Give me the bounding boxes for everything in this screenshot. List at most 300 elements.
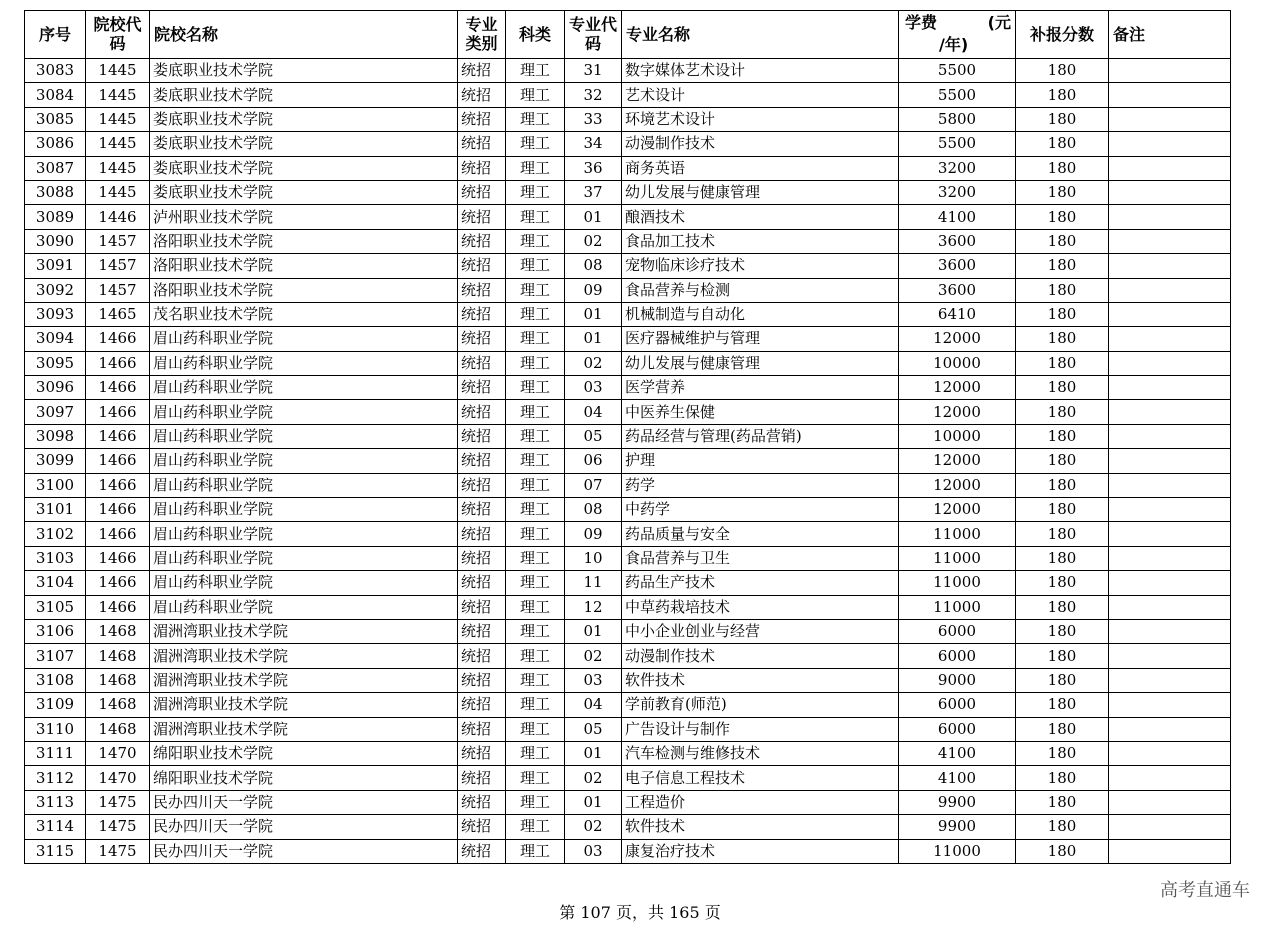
cell-major-name: 药学 bbox=[622, 473, 899, 497]
table-row bbox=[25, 278, 1231, 302]
cell-school-name: 眉山药科职业学院 bbox=[150, 595, 458, 619]
cell-major-type: 统招 bbox=[458, 132, 506, 156]
cell-major-name: 汽车检测与维修技术 bbox=[622, 741, 899, 765]
cell-score: 180 bbox=[1016, 619, 1109, 643]
header-score: 补报分数 bbox=[1016, 11, 1109, 59]
table-row bbox=[25, 839, 1231, 863]
cell-fee: 6000 bbox=[899, 619, 1016, 643]
cell-major-code: 03 bbox=[565, 839, 622, 863]
cell-major-code: 32 bbox=[565, 83, 622, 107]
cell-major-code: 02 bbox=[565, 766, 622, 790]
table-row bbox=[25, 766, 1231, 790]
cell-score: 180 bbox=[1016, 766, 1109, 790]
cell-category: 理工 bbox=[506, 546, 565, 570]
cell-major-type: 统招 bbox=[458, 376, 506, 400]
cell-fee: 12000 bbox=[899, 498, 1016, 522]
cell-major-type: 统招 bbox=[458, 790, 506, 814]
cell-major-name: 中草药栽培技术 bbox=[622, 595, 899, 619]
cell-category: 理工 bbox=[506, 498, 565, 522]
cell-school-name: 眉山药科职业学院 bbox=[150, 424, 458, 448]
cell-major-name: 机械制造与自动化 bbox=[622, 302, 899, 326]
table-body bbox=[25, 59, 1231, 864]
table-row bbox=[25, 790, 1231, 814]
cell-school-name: 眉山药科职业学院 bbox=[150, 400, 458, 424]
table-row bbox=[25, 815, 1231, 839]
cell-note bbox=[1109, 449, 1231, 473]
cell-note bbox=[1109, 59, 1231, 83]
cell-category: 理工 bbox=[506, 132, 565, 156]
cell-category: 理工 bbox=[506, 790, 565, 814]
cell-school-name: 娄底职业技术学院 bbox=[150, 180, 458, 204]
cell-seq: 3085 bbox=[25, 107, 86, 131]
cell-school-code: 1466 bbox=[86, 546, 150, 570]
cell-category: 理工 bbox=[506, 327, 565, 351]
cell-note bbox=[1109, 205, 1231, 229]
cell-school-name: 泸州职业技术学院 bbox=[150, 205, 458, 229]
cell-major-code: 01 bbox=[565, 302, 622, 326]
cell-major-code: 01 bbox=[565, 790, 622, 814]
cell-fee: 6000 bbox=[899, 693, 1016, 717]
cell-note bbox=[1109, 473, 1231, 497]
cell-school-name: 眉山药科职业学院 bbox=[150, 522, 458, 546]
header-major-code: 专业代码 bbox=[565, 11, 622, 59]
cell-fee: 11000 bbox=[899, 839, 1016, 863]
cell-seq: 3086 bbox=[25, 132, 86, 156]
cell-seq: 3089 bbox=[25, 205, 86, 229]
cell-category: 理工 bbox=[506, 644, 565, 668]
cell-school-name: 茂名职业技术学院 bbox=[150, 302, 458, 326]
cell-score: 180 bbox=[1016, 83, 1109, 107]
cell-major-type: 统招 bbox=[458, 229, 506, 253]
cell-school-code: 1466 bbox=[86, 424, 150, 448]
cell-major-type: 统招 bbox=[458, 278, 506, 302]
cell-major-name: 护理 bbox=[622, 449, 899, 473]
cell-major-code: 02 bbox=[565, 229, 622, 253]
cell-score: 180 bbox=[1016, 595, 1109, 619]
table-row bbox=[25, 132, 1231, 156]
cell-major-type: 统招 bbox=[458, 107, 506, 131]
cell-school-code: 1470 bbox=[86, 766, 150, 790]
cell-score: 180 bbox=[1016, 839, 1109, 863]
cell-score: 180 bbox=[1016, 522, 1109, 546]
cell-score: 180 bbox=[1016, 717, 1109, 741]
cell-major-type: 统招 bbox=[458, 693, 506, 717]
cell-major-type: 统招 bbox=[458, 156, 506, 180]
cell-major-name: 商务英语 bbox=[622, 156, 899, 180]
cell-seq: 3083 bbox=[25, 59, 86, 83]
cell-category: 理工 bbox=[506, 839, 565, 863]
cell-category: 理工 bbox=[506, 619, 565, 643]
cell-category: 理工 bbox=[506, 205, 565, 229]
cell-fee: 12000 bbox=[899, 449, 1016, 473]
cell-seq: 3113 bbox=[25, 790, 86, 814]
cell-score: 180 bbox=[1016, 644, 1109, 668]
cell-major-type: 统招 bbox=[458, 449, 506, 473]
cell-seq: 3114 bbox=[25, 815, 86, 839]
cell-score: 180 bbox=[1016, 741, 1109, 765]
cell-school-code: 1468 bbox=[86, 619, 150, 643]
cell-major-name: 中医养生保健 bbox=[622, 400, 899, 424]
cell-note bbox=[1109, 424, 1231, 448]
header-row bbox=[25, 11, 1231, 59]
cell-seq: 3109 bbox=[25, 693, 86, 717]
enrollment-table bbox=[24, 10, 1231, 864]
cell-seq: 3103 bbox=[25, 546, 86, 570]
cell-school-code: 1457 bbox=[86, 278, 150, 302]
cell-category: 理工 bbox=[506, 376, 565, 400]
cell-fee: 6000 bbox=[899, 644, 1016, 668]
cell-school-name: 民办四川天一学院 bbox=[150, 815, 458, 839]
cell-school-code: 1445 bbox=[86, 180, 150, 204]
cell-note bbox=[1109, 180, 1231, 204]
cell-note bbox=[1109, 717, 1231, 741]
cell-major-name: 医疗器械维护与管理 bbox=[622, 327, 899, 351]
cell-score: 180 bbox=[1016, 327, 1109, 351]
cell-school-code: 1475 bbox=[86, 839, 150, 863]
cell-score: 180 bbox=[1016, 571, 1109, 595]
cell-major-type: 统招 bbox=[458, 83, 506, 107]
cell-major-type: 统招 bbox=[458, 424, 506, 448]
cell-fee: 3200 bbox=[899, 156, 1016, 180]
cell-fee: 10000 bbox=[899, 424, 1016, 448]
table-row bbox=[25, 424, 1231, 448]
cell-note bbox=[1109, 400, 1231, 424]
cell-fee: 6410 bbox=[899, 302, 1016, 326]
cell-major-name: 中药学 bbox=[622, 498, 899, 522]
table-row bbox=[25, 741, 1231, 765]
watermark-text: 高考直通车 bbox=[1160, 880, 1250, 901]
cell-major-name: 中小企业创业与经营 bbox=[622, 619, 899, 643]
cell-school-code: 1445 bbox=[86, 156, 150, 180]
cell-category: 理工 bbox=[506, 107, 565, 131]
cell-major-name: 电子信息工程技术 bbox=[622, 766, 899, 790]
cell-major-name: 食品营养与卫生 bbox=[622, 546, 899, 570]
cell-major-name: 幼儿发展与健康管理 bbox=[622, 180, 899, 204]
cell-category: 理工 bbox=[506, 571, 565, 595]
cell-seq: 3112 bbox=[25, 766, 86, 790]
cell-category: 理工 bbox=[506, 449, 565, 473]
table-row bbox=[25, 498, 1231, 522]
cell-school-name: 民办四川天一学院 bbox=[150, 839, 458, 863]
cell-school-name: 眉山药科职业学院 bbox=[150, 498, 458, 522]
cell-major-name: 药品质量与安全 bbox=[622, 522, 899, 546]
table-row bbox=[25, 156, 1231, 180]
cell-major-name: 软件技术 bbox=[622, 815, 899, 839]
cell-score: 180 bbox=[1016, 229, 1109, 253]
cell-major-code: 12 bbox=[565, 595, 622, 619]
cell-score: 180 bbox=[1016, 59, 1109, 83]
cell-note bbox=[1109, 229, 1231, 253]
cell-score: 180 bbox=[1016, 156, 1109, 180]
cell-fee: 4100 bbox=[899, 205, 1016, 229]
cell-note bbox=[1109, 498, 1231, 522]
cell-fee: 4100 bbox=[899, 766, 1016, 790]
cell-category: 理工 bbox=[506, 668, 565, 692]
cell-major-type: 统招 bbox=[458, 180, 506, 204]
cell-note bbox=[1109, 546, 1231, 570]
cell-major-type: 统招 bbox=[458, 741, 506, 765]
cell-school-name: 眉山药科职业学院 bbox=[150, 351, 458, 375]
cell-seq: 3088 bbox=[25, 180, 86, 204]
cell-major-type: 统招 bbox=[458, 668, 506, 692]
cell-major-name: 医学营养 bbox=[622, 376, 899, 400]
cell-major-type: 统招 bbox=[458, 59, 506, 83]
cell-category: 理工 bbox=[506, 351, 565, 375]
cell-major-code: 11 bbox=[565, 571, 622, 595]
cell-major-code: 08 bbox=[565, 498, 622, 522]
cell-category: 理工 bbox=[506, 400, 565, 424]
cell-seq: 3093 bbox=[25, 302, 86, 326]
cell-major-type: 统招 bbox=[458, 717, 506, 741]
cell-fee: 5800 bbox=[899, 107, 1016, 131]
header-major-type: 专业类别 bbox=[458, 11, 506, 59]
cell-major-code: 01 bbox=[565, 619, 622, 643]
cell-score: 180 bbox=[1016, 302, 1109, 326]
cell-score: 180 bbox=[1016, 693, 1109, 717]
cell-major-code: 03 bbox=[565, 376, 622, 400]
cell-note bbox=[1109, 522, 1231, 546]
cell-score: 180 bbox=[1016, 205, 1109, 229]
cell-major-name: 广告设计与制作 bbox=[622, 717, 899, 741]
cell-school-code: 1466 bbox=[86, 473, 150, 497]
cell-note bbox=[1109, 644, 1231, 668]
cell-note bbox=[1109, 595, 1231, 619]
cell-fee: 5500 bbox=[899, 132, 1016, 156]
cell-score: 180 bbox=[1016, 815, 1109, 839]
cell-major-type: 统招 bbox=[458, 815, 506, 839]
cell-seq: 3087 bbox=[25, 156, 86, 180]
cell-category: 理工 bbox=[506, 59, 565, 83]
header-fee-unit-open: (元 bbox=[987, 13, 1011, 32]
header-fee bbox=[899, 11, 1016, 59]
cell-major-type: 统招 bbox=[458, 595, 506, 619]
cell-note bbox=[1109, 766, 1231, 790]
cell-score: 180 bbox=[1016, 278, 1109, 302]
cell-major-code: 08 bbox=[565, 254, 622, 278]
cell-major-name: 环境艺术设计 bbox=[622, 107, 899, 131]
cell-note bbox=[1109, 668, 1231, 692]
cell-school-code: 1457 bbox=[86, 254, 150, 278]
cell-school-name: 洛阳职业技术学院 bbox=[150, 278, 458, 302]
table-row bbox=[25, 644, 1231, 668]
cell-major-code: 05 bbox=[565, 424, 622, 448]
cell-major-name: 药品经营与管理(药品营销) bbox=[622, 424, 899, 448]
cell-major-name: 食品加工技术 bbox=[622, 229, 899, 253]
cell-major-type: 统招 bbox=[458, 522, 506, 546]
cell-fee: 5500 bbox=[899, 59, 1016, 83]
cell-major-type: 统招 bbox=[458, 351, 506, 375]
cell-note bbox=[1109, 156, 1231, 180]
cell-score: 180 bbox=[1016, 132, 1109, 156]
table-row bbox=[25, 619, 1231, 643]
cell-school-code: 1475 bbox=[86, 790, 150, 814]
header-fee-label: 学费 bbox=[905, 13, 938, 32]
cell-major-name: 食品营养与检测 bbox=[622, 278, 899, 302]
cell-score: 180 bbox=[1016, 400, 1109, 424]
table-row bbox=[25, 351, 1231, 375]
page-number: 第 107 页，共 165 页 bbox=[559, 903, 721, 922]
cell-seq: 3098 bbox=[25, 424, 86, 448]
cell-school-name: 眉山药科职业学院 bbox=[150, 546, 458, 570]
table-row bbox=[25, 59, 1231, 83]
table-row bbox=[25, 376, 1231, 400]
cell-seq: 3096 bbox=[25, 376, 86, 400]
cell-category: 理工 bbox=[506, 693, 565, 717]
cell-major-name: 动漫制作技术 bbox=[622, 644, 899, 668]
table-row bbox=[25, 180, 1231, 204]
cell-category: 理工 bbox=[506, 180, 565, 204]
cell-category: 理工 bbox=[506, 473, 565, 497]
cell-fee: 3200 bbox=[899, 180, 1016, 204]
cell-note bbox=[1109, 790, 1231, 814]
cell-school-name: 绵阳职业技术学院 bbox=[150, 741, 458, 765]
table-row bbox=[25, 595, 1231, 619]
cell-school-code: 1446 bbox=[86, 205, 150, 229]
cell-school-name: 眉山药科职业学院 bbox=[150, 473, 458, 497]
cell-major-type: 统招 bbox=[458, 571, 506, 595]
cell-seq: 3106 bbox=[25, 619, 86, 643]
cell-seq: 3097 bbox=[25, 400, 86, 424]
cell-major-name: 工程造价 bbox=[622, 790, 899, 814]
cell-school-code: 1466 bbox=[86, 522, 150, 546]
cell-fee: 11000 bbox=[899, 522, 1016, 546]
cell-school-code: 1445 bbox=[86, 59, 150, 83]
cell-fee: 12000 bbox=[899, 376, 1016, 400]
cell-major-name: 软件技术 bbox=[622, 668, 899, 692]
cell-major-type: 统招 bbox=[458, 327, 506, 351]
header-category: 科类 bbox=[506, 11, 565, 59]
cell-major-name: 幼儿发展与健康管理 bbox=[622, 351, 899, 375]
cell-category: 理工 bbox=[506, 156, 565, 180]
cell-seq: 3084 bbox=[25, 83, 86, 107]
table-row bbox=[25, 400, 1231, 424]
cell-school-name: 眉山药科职业学院 bbox=[150, 449, 458, 473]
cell-school-name: 湄洲湾职业技术学院 bbox=[150, 644, 458, 668]
cell-score: 180 bbox=[1016, 424, 1109, 448]
cell-school-code: 1466 bbox=[86, 595, 150, 619]
table-row bbox=[25, 717, 1231, 741]
cell-major-code: 01 bbox=[565, 741, 622, 765]
header-school-code: 院校代码 bbox=[86, 11, 150, 59]
cell-category: 理工 bbox=[506, 522, 565, 546]
cell-major-code: 37 bbox=[565, 180, 622, 204]
cell-major-type: 统招 bbox=[458, 498, 506, 522]
cell-major-code: 36 bbox=[565, 156, 622, 180]
cell-school-code: 1468 bbox=[86, 668, 150, 692]
cell-school-code: 1466 bbox=[86, 449, 150, 473]
cell-school-name: 眉山药科职业学院 bbox=[150, 571, 458, 595]
cell-note bbox=[1109, 815, 1231, 839]
cell-score: 180 bbox=[1016, 498, 1109, 522]
cell-school-name: 娄底职业技术学院 bbox=[150, 107, 458, 131]
cell-major-type: 统招 bbox=[458, 254, 506, 278]
cell-fee: 9900 bbox=[899, 815, 1016, 839]
cell-note bbox=[1109, 302, 1231, 326]
cell-seq: 3099 bbox=[25, 449, 86, 473]
cell-school-code: 1465 bbox=[86, 302, 150, 326]
cell-seq: 3108 bbox=[25, 668, 86, 692]
cell-note bbox=[1109, 571, 1231, 595]
cell-school-code: 1466 bbox=[86, 351, 150, 375]
cell-note bbox=[1109, 741, 1231, 765]
cell-major-code: 03 bbox=[565, 668, 622, 692]
cell-fee: 12000 bbox=[899, 473, 1016, 497]
cell-school-name: 湄洲湾职业技术学院 bbox=[150, 619, 458, 643]
cell-major-type: 统招 bbox=[458, 205, 506, 229]
cell-fee: 3600 bbox=[899, 278, 1016, 302]
table-row bbox=[25, 693, 1231, 717]
cell-school-name: 民办四川天一学院 bbox=[150, 790, 458, 814]
cell-major-code: 02 bbox=[565, 815, 622, 839]
cell-school-name: 眉山药科职业学院 bbox=[150, 376, 458, 400]
cell-major-code: 02 bbox=[565, 644, 622, 668]
header-note: 备注 bbox=[1109, 11, 1231, 59]
cell-seq: 3092 bbox=[25, 278, 86, 302]
table-row bbox=[25, 571, 1231, 595]
cell-category: 理工 bbox=[506, 83, 565, 107]
cell-fee: 5500 bbox=[899, 83, 1016, 107]
cell-note bbox=[1109, 351, 1231, 375]
table-row bbox=[25, 522, 1231, 546]
header-major-name: 专业名称 bbox=[622, 11, 899, 59]
cell-major-type: 统招 bbox=[458, 839, 506, 863]
cell-note bbox=[1109, 839, 1231, 863]
cell-major-code: 04 bbox=[565, 693, 622, 717]
cell-seq: 3111 bbox=[25, 741, 86, 765]
table-row bbox=[25, 83, 1231, 107]
cell-fee: 12000 bbox=[899, 327, 1016, 351]
cell-fee: 3600 bbox=[899, 229, 1016, 253]
cell-major-name: 学前教育(师范) bbox=[622, 693, 899, 717]
cell-seq: 3094 bbox=[25, 327, 86, 351]
cell-school-code: 1466 bbox=[86, 400, 150, 424]
table-row bbox=[25, 302, 1231, 326]
cell-major-code: 05 bbox=[565, 717, 622, 741]
cell-category: 理工 bbox=[506, 229, 565, 253]
table-row bbox=[25, 229, 1231, 253]
cell-note bbox=[1109, 278, 1231, 302]
cell-major-type: 统招 bbox=[458, 302, 506, 326]
cell-fee: 12000 bbox=[899, 400, 1016, 424]
cell-seq: 3110 bbox=[25, 717, 86, 741]
cell-note bbox=[1109, 107, 1231, 131]
cell-school-name: 娄底职业技术学院 bbox=[150, 156, 458, 180]
cell-note bbox=[1109, 254, 1231, 278]
cell-school-code: 1466 bbox=[86, 376, 150, 400]
cell-seq: 3102 bbox=[25, 522, 86, 546]
cell-major-type: 统招 bbox=[458, 766, 506, 790]
cell-fee: 11000 bbox=[899, 595, 1016, 619]
table-row bbox=[25, 254, 1231, 278]
cell-note bbox=[1109, 376, 1231, 400]
cell-school-name: 湄洲湾职业技术学院 bbox=[150, 668, 458, 692]
cell-major-code: 04 bbox=[565, 400, 622, 424]
cell-major-code: 01 bbox=[565, 327, 622, 351]
cell-school-code: 1466 bbox=[86, 327, 150, 351]
cell-note bbox=[1109, 83, 1231, 107]
cell-major-code: 33 bbox=[565, 107, 622, 131]
cell-school-code: 1466 bbox=[86, 498, 150, 522]
cell-fee: 9900 bbox=[899, 790, 1016, 814]
table-row bbox=[25, 668, 1231, 692]
cell-major-code: 01 bbox=[565, 205, 622, 229]
cell-score: 180 bbox=[1016, 107, 1109, 131]
header-seq: 序号 bbox=[25, 11, 86, 59]
cell-major-name: 酿酒技术 bbox=[622, 205, 899, 229]
cell-category: 理工 bbox=[506, 254, 565, 278]
cell-fee: 10000 bbox=[899, 351, 1016, 375]
cell-major-name: 艺术设计 bbox=[622, 83, 899, 107]
